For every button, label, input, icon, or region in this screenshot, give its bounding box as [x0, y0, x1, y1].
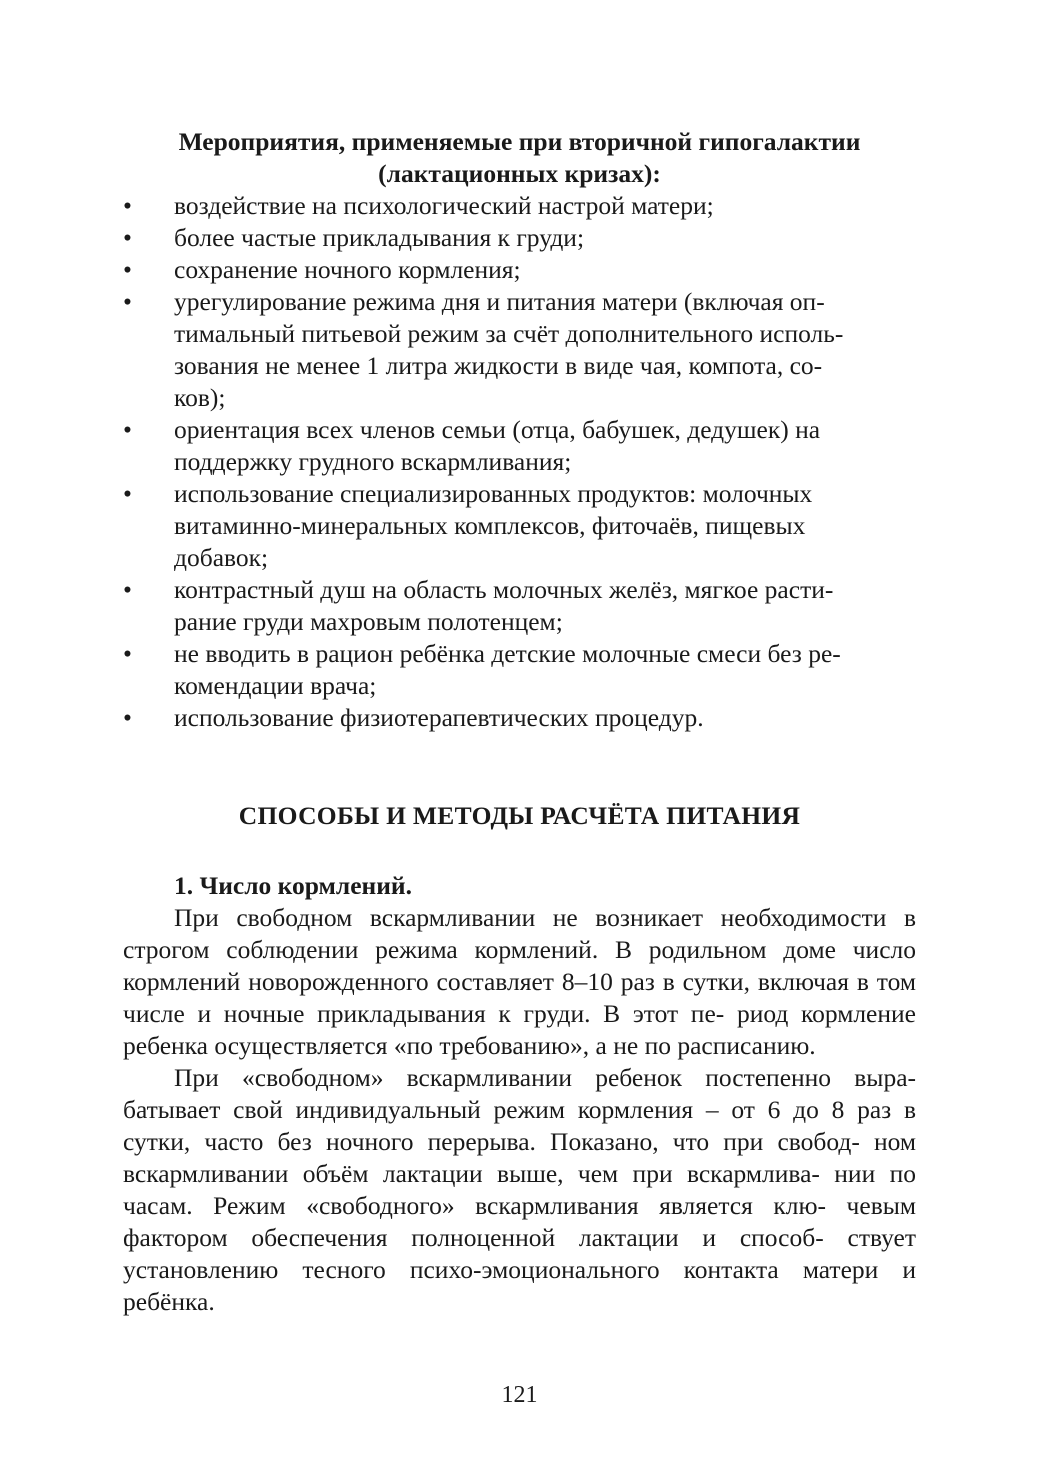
bullet-icon: • — [123, 255, 132, 284]
list-item — [123, 638, 916, 702]
list-item — [123, 222, 916, 254]
bullet-icon: • — [123, 191, 132, 220]
bullet-icon: • — [123, 479, 132, 508]
bullet-icon: • — [123, 639, 132, 668]
list-item-text: использование физиотерапевтических процедур. — [174, 703, 704, 732]
list-item-text: сохранение ночного кормления; — [174, 255, 521, 284]
bullet-icon: • — [123, 575, 132, 604]
list-item-text: контрастный душ на область молочных желёз, мягкое расти- рание груди махровым полотенцем; — [174, 575, 834, 636]
list-item — [123, 414, 916, 478]
page-content — [123, 126, 916, 1318]
subheading: 1. Число кормлений. — [174, 871, 413, 900]
list-item — [123, 190, 916, 222]
list-item-text: урегулирование режима дня и питания матери (включая оп- тимальный питьевой режим за счёт дополнительного исполь- зования не менее 1 литра жидкости в виде чая, компота, со- ков); — [174, 287, 844, 412]
list-item — [123, 478, 916, 574]
list-item-text: ориентация всех членов семьи (отца, бабушек, дедушек) на поддержку грудного вскармливания; — [174, 415, 821, 476]
list-item-text: не вводить в рацион ребёнка детские молочные смеси без ре- комендации врача; — [174, 639, 841, 700]
bullet-icon: • — [123, 287, 132, 316]
list-heading — [123, 126, 916, 190]
section-title: СПОСОБЫ И МЕТОДЫ РАСЧЁТА ПИТАНИЯ — [238, 801, 801, 830]
bullet-icon: • — [123, 223, 132, 252]
list-item — [123, 574, 916, 638]
measures-list — [123, 190, 916, 734]
bullet-icon: • — [123, 415, 132, 444]
list-heading-line-1: Мероприятия, применяемые при вторичной гипогалактии — [178, 127, 861, 156]
bullet-icon: • — [123, 703, 132, 732]
body-text — [123, 902, 916, 1318]
paragraph: При свободном вскармливании не возникает необходимости в строгом соблюдении режима кормлений. В родильном доме число кормлений новорожденного составляет 8–10 раз в сутки, включая в том числе и ночные прикладывания к груди. В этот пе- риод кормление ребенка осуществляется «по требованию», а не по расписанию. — [123, 903, 916, 1060]
paragraph: При «свободном» вскармливании ребенок постепенно выра- батывает свой индивидуальный режим кормления – от 6 до 8 раз в сутки, часто без ночного перерыва. Показано, что при свобод- ном вскармливании объём лактации выше, чем при вскармлива- нии по часам. Режим «свободного» вскармливания является клю- чевым фактором обеспечения полноценной лактации и способ- ствует установлению тесного психо-эмоционального контакта матери и ребёнка. — [123, 1063, 917, 1316]
list-item — [123, 286, 916, 414]
list-item — [123, 254, 916, 286]
list-heading-line-2: (лактационных кризах): — [378, 159, 661, 188]
list-item — [123, 702, 916, 734]
list-item-text: воздействие на психологический настрой матери; — [174, 191, 714, 220]
page-number: 121 — [501, 1382, 538, 1408]
list-item-text: более частые прикладывания к груди; — [174, 223, 585, 252]
list-item-text: использование специализированных продуктов: молочных витаминно-минеральных комплексов, фиточаёв, пищевых добавок; — [174, 479, 813, 572]
